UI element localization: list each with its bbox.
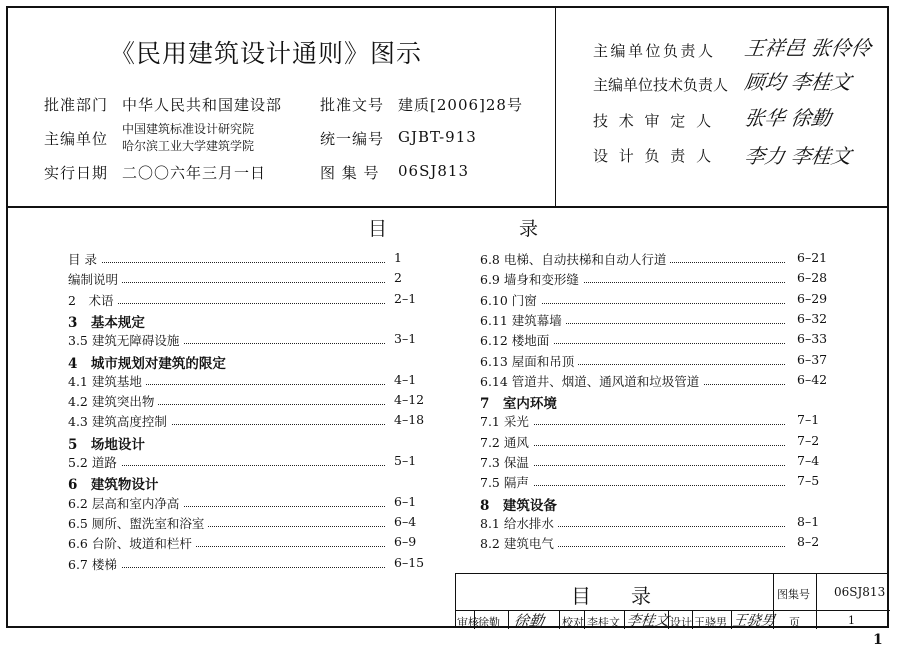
header-vertical-divider [555, 6, 556, 206]
toc-entry [68, 352, 454, 370]
checker-name: 李桂文 [587, 616, 620, 629]
editor-line-2: 哈尔滨工业大学建筑学院 [122, 139, 255, 153]
toc-entry [480, 392, 857, 413]
title-block [455, 573, 889, 628]
approval-doc: 建质[2006]28号 [398, 96, 523, 114]
toc-entry-label: 6.9 墙身和变形缝 [480, 270, 583, 288]
toc-leader-dots [78, 270, 385, 283]
toc-entry [68, 534, 454, 552]
toc-entry-page: 6–42 [797, 371, 828, 387]
approval-doc-label: 批准文号 [320, 96, 385, 114]
toc-entry [68, 412, 454, 430]
toc-entry [480, 352, 857, 370]
check-label: 校对 [562, 616, 584, 629]
toc-entry [480, 473, 857, 491]
toc-entry-page: 4–1 [394, 371, 417, 387]
toc-entry [68, 270, 454, 288]
approval-dept-label: 批准部门 [44, 96, 109, 114]
toc-entry-label: 6.2 层高和室内净高 [68, 494, 183, 512]
toc-entry [480, 291, 857, 309]
toc-entry-label: 6.7 楼梯 [68, 555, 121, 573]
resp-label-4: 设 计 负 责 人 [593, 147, 715, 165]
editor-label: 主编单位 [44, 130, 109, 148]
toc-entry-page: 6–28 [797, 270, 828, 286]
toc-entry [68, 555, 454, 573]
unified-no: GJBT-913 [398, 128, 477, 146]
atlas-label: 图 集 号 [320, 164, 380, 182]
toc-entry [480, 250, 857, 268]
toc-entry-label: 7.1 采光 [480, 412, 533, 430]
toc-entry-page: 8–2 [797, 534, 820, 550]
title-block-title: 目 录 [571, 584, 651, 608]
signature-4: 李力 李桂文 [743, 144, 853, 168]
toc-entry-page: 3–1 [394, 331, 417, 347]
toc-entry [68, 372, 454, 390]
toc-entry [68, 311, 454, 329]
toc-entry-page: 4–12 [394, 392, 425, 408]
title-block-atlas-no: 06SJ813 [834, 585, 886, 599]
designer-name: 王骁男 [694, 616, 727, 629]
toc-entry-label: 6.5 厕所、盥洗室和浴室 [68, 514, 208, 532]
toc-entry-page: 7–1 [797, 412, 820, 428]
toc-entry-label: 6 建筑物设计 [68, 473, 162, 493]
toc-entry-label: 7.5 隔声 [480, 473, 533, 491]
toc-heading-left: 目 [368, 218, 388, 240]
toc-entry-page: 5–1 [394, 453, 417, 468]
toc-entry-label: 5 场地设计 [68, 433, 149, 453]
document-title: 《民用建筑设计通则》图示 [110, 39, 423, 68]
toc-entry [480, 412, 857, 430]
toc-entry [480, 331, 857, 349]
toc-entry [68, 250, 454, 268]
toc-entry [480, 372, 857, 390]
toc-leader-dots [490, 473, 785, 486]
toc-entry [68, 392, 454, 410]
toc-entry-page: 6–21 [797, 250, 828, 265]
toc-entry [68, 494, 454, 512]
toc-entry-page: 6–29 [797, 290, 828, 306]
toc-leader-dots [78, 250, 385, 263]
signature-3: 张华 徐勤 [743, 106, 833, 130]
toc-entry-label: 6.8 电梯、自动扶梯和自动人行道 [480, 250, 670, 268]
toc-entry [480, 453, 857, 471]
toc-entry-label: 8.1 给水排水 [480, 514, 558, 532]
toc-entry-label: 4.3 建筑高度控制 [68, 412, 171, 430]
toc-entry [480, 270, 857, 288]
toc-entry [480, 514, 857, 532]
toc-entry-label: 4.1 建筑基地 [68, 372, 146, 390]
toc-entry-page: 1 [394, 250, 402, 265]
toc-entry-label: 目 录 [68, 250, 101, 268]
page-label: 页 [789, 616, 800, 629]
atlas-no: 06SJ813 [398, 162, 470, 180]
toc-entry [68, 473, 454, 494]
title-block-atlas-label: 图集号 [777, 588, 810, 601]
toc-entry-label: 6.13 屋面和吊顶 [480, 352, 578, 370]
toc-entry-page: 6–33 [797, 331, 828, 347]
toc-entry-page: 6–4 [394, 513, 417, 529]
resp-label-2: 主编单位技术负责人 [593, 76, 729, 94]
toc-entry-page: 4–18 [394, 412, 425, 428]
toc-entry-label: 4.2 建筑突出物 [68, 392, 158, 410]
toc-entry-page: 2 [394, 270, 402, 286]
page-number: 1 [873, 632, 883, 648]
toc-entry-label: 2 术语 [68, 291, 117, 309]
signature-1: 王祥邑 张伶伶 [743, 36, 873, 60]
toc-entry [480, 534, 857, 552]
toc-entry-page: 7–5 [797, 473, 820, 489]
editor-line-1: 中国建筑标准设计研究院 [122, 122, 255, 136]
toc-entry-label: 5.2 道路 [68, 453, 121, 471]
toc-entry-page: 6–15 [394, 554, 425, 570]
toc-entry-page: 8–1 [797, 513, 820, 529]
toc-entry-label: 6.6 台阶、坡道和栏杆 [68, 534, 196, 552]
effective-label: 实行日期 [44, 164, 109, 182]
toc-entry-label: 6.10 门窗 [480, 291, 541, 309]
page-no: 1 [848, 614, 855, 627]
resp-label-1: 主编单位负责人 [593, 42, 716, 60]
approval-dept: 中华人民共和国建设部 [122, 96, 283, 114]
toc-entry-label: 6.11 建筑幕墙 [480, 311, 566, 329]
toc-entry [68, 291, 454, 309]
toc-entry-page: 2–1 [394, 290, 417, 306]
toc-entry-page: 6–1 [394, 493, 417, 509]
toc-leader-dots [490, 412, 785, 425]
toc-entry-page: 6–9 [394, 534, 417, 550]
toc-entry [68, 433, 454, 451]
review-label: 审核 [457, 616, 479, 629]
designer-signature: 王骁男 [731, 613, 776, 629]
toc-leader-dots [78, 555, 385, 568]
toc-entry-page: 6–37 [797, 351, 828, 367]
toc-entry [480, 494, 857, 512]
toc-entry-label: 8.2 建筑电气 [480, 534, 558, 552]
toc-leader-dots [490, 433, 785, 446]
toc-entry-label: 6.12 楼地面 [480, 331, 553, 349]
toc-entry-page: 7–4 [797, 453, 820, 468]
toc-heading-right: 录 [519, 218, 539, 240]
toc-entry-label: 7.3 保温 [480, 453, 533, 471]
effective-date: 二〇〇六年三月一日 [122, 164, 267, 182]
toc-entry-label: 3.5 建筑无障碍设施 [68, 331, 183, 349]
toc-entry-label: 7.2 通风 [480, 433, 533, 451]
toc-entry [68, 453, 454, 471]
toc-entry [480, 311, 857, 329]
reviewer-signature: 徐勤 [512, 612, 546, 630]
checker-signature: 李桂文 [625, 613, 670, 629]
toc-leader-dots [78, 453, 385, 466]
reviewer-name: 徐勤 [478, 616, 500, 629]
toc-entry [68, 331, 454, 349]
resp-label-3: 技 术 审 定 人 [593, 112, 715, 130]
signature-2: 顾均 李桂文 [743, 70, 853, 94]
toc-entry-label: 8 建筑设备 [480, 494, 561, 514]
toc-entry [480, 433, 857, 451]
toc-entry-label: 4 城市规划对建筑的限定 [68, 352, 230, 372]
toc-entry-label: 6.14 管道井、烟道、通风道和垃圾管道 [480, 372, 703, 390]
design-label: 设计 [670, 616, 692, 629]
toc-entry-label: 7 室内环境 [480, 392, 561, 412]
header-divider [6, 206, 889, 208]
unified-no-label: 统一编号 [320, 130, 385, 148]
toc-leader-dots [490, 453, 785, 466]
toc-entry-label: 3 基本规定 [68, 311, 149, 331]
toc-entry-page: 7–2 [797, 432, 820, 448]
toc-leader-dots [78, 291, 385, 304]
toc-entry-label: 编制说明 [68, 270, 122, 288]
toc-entry-page: 6–32 [797, 310, 828, 326]
toc-entry [68, 514, 454, 532]
